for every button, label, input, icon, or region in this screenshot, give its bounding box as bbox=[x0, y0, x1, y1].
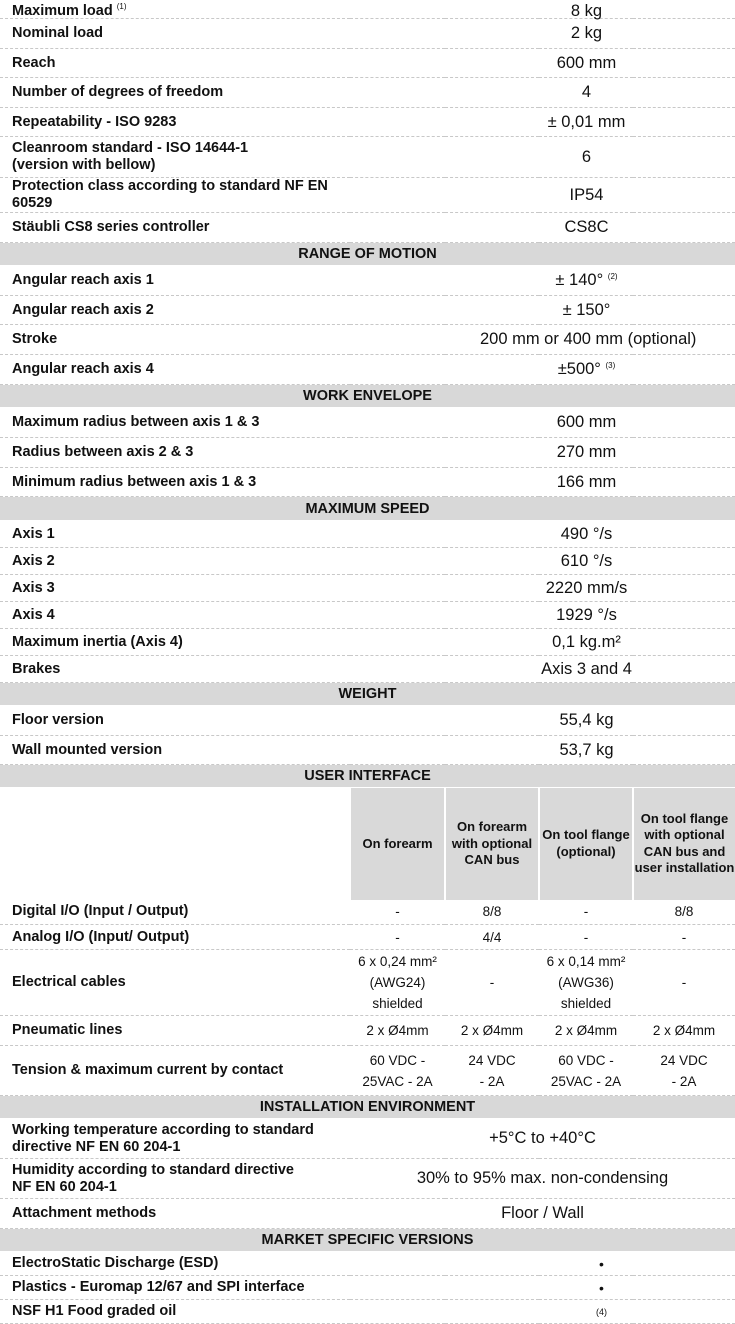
spec-value: 4 bbox=[350, 78, 735, 108]
ui-cell: - bbox=[539, 900, 633, 925]
spec-value: 53,7 kg bbox=[350, 736, 735, 765]
spec-value: 600 mm bbox=[350, 408, 735, 438]
spec-label: Angular reach axis 2 bbox=[0, 296, 350, 325]
spec-value: 0,1 kg.m² bbox=[350, 629, 735, 656]
ui-cell: - bbox=[633, 950, 735, 1016]
spec-row-wall-version bbox=[0, 736, 735, 765]
spec-row-nsf-h1 bbox=[0, 1300, 735, 1324]
spec-row-angular-reach-axis-4 bbox=[0, 355, 735, 385]
spec-label: Reach bbox=[0, 49, 350, 78]
spec-value: ± 0,01 mm bbox=[350, 108, 735, 137]
spec-value: 6 bbox=[350, 137, 735, 178]
spec-value: +5°C to +40°C bbox=[350, 1119, 735, 1159]
spec-label: Repeatability - ISO 9283 bbox=[0, 108, 350, 137]
spec-row-reach bbox=[0, 49, 735, 78]
spec-label: Digital I/O (Input / Output) bbox=[0, 900, 350, 925]
spec-label: Nominal load bbox=[0, 19, 350, 49]
ui-cell: 2 x Ø4mm bbox=[539, 1016, 633, 1046]
ui-cell: 8/8 bbox=[445, 900, 539, 925]
spec-label: Stroke bbox=[0, 325, 350, 355]
spec-row-esd bbox=[0, 1252, 735, 1276]
section-header-range-of-motion bbox=[0, 243, 735, 266]
spec-row-repeatability bbox=[0, 108, 735, 137]
section-title: WORK ENVELOPE bbox=[0, 385, 735, 408]
section-header-market bbox=[0, 1229, 735, 1252]
spec-row-max-radius bbox=[0, 408, 735, 438]
ui-cell-line: 25VAC - 2A bbox=[550, 1073, 622, 1089]
spec-label: Angular reach axis 4 bbox=[0, 355, 350, 385]
ui-cell: 2 x Ø4mm bbox=[350, 1016, 445, 1046]
spec-value: 166 mm bbox=[350, 468, 735, 497]
spec-row-max-inertia bbox=[0, 629, 735, 656]
ui-cell-line: - 2A bbox=[479, 1073, 505, 1089]
spec-value: 2 kg bbox=[350, 19, 735, 49]
spec-label: Stäubli CS8 series controller bbox=[0, 213, 350, 243]
ui-cell-line: - 2A bbox=[671, 1073, 697, 1089]
ui-cell: - bbox=[350, 900, 445, 925]
ui-row-electrical-cables bbox=[0, 950, 735, 1016]
spec-value: ± 140° bbox=[555, 271, 604, 289]
ui-row-analog-io bbox=[0, 925, 735, 950]
ui-cell-line: 25VAC - 2A bbox=[362, 1073, 433, 1089]
ui-cell: 8/8 bbox=[633, 900, 735, 925]
spec-row-maximum-load bbox=[0, 0, 735, 19]
spec-row-angular-reach-axis-1 bbox=[0, 266, 735, 296]
spec-label: Maximum radius between axis 1 & 3 bbox=[0, 408, 350, 438]
spec-value: 610 °/s bbox=[350, 548, 735, 575]
spec-value: Floor / Wall bbox=[350, 1199, 735, 1229]
spec-label: Analog I/O (Input/ Output) bbox=[0, 925, 350, 950]
bullet-mark: • bbox=[350, 1276, 735, 1300]
ui-cell-line: 60 VDC - bbox=[558, 1052, 614, 1068]
spec-label: Axis 1 bbox=[0, 521, 350, 548]
spec-label: Brakes bbox=[0, 656, 350, 683]
spec-value: 200 mm or 400 mm (optional) bbox=[350, 325, 735, 355]
spec-label: Humidity according to standard directive bbox=[12, 1161, 294, 1178]
section-header-work-envelope bbox=[0, 385, 735, 408]
spec-label: NSF H1 Food graded oil bbox=[0, 1300, 350, 1324]
spec-label-line2: directive NF EN 60 204-1 bbox=[12, 1138, 181, 1155]
spec-value: 8 kg bbox=[350, 0, 735, 19]
footnote-mark: (3) bbox=[605, 361, 616, 370]
spec-row-stroke bbox=[0, 325, 735, 355]
spec-row-cleanroom bbox=[0, 137, 735, 178]
spec-label: Cleanroom standard - ISO 14644-1 bbox=[12, 140, 249, 156]
spec-row-speed-axis-2 bbox=[0, 548, 735, 575]
spec-row-controller bbox=[0, 213, 735, 243]
spec-value: 1929 °/s bbox=[350, 602, 735, 629]
spec-label: Electrical cables bbox=[0, 950, 350, 1016]
spec-value: Axis 3 and 4 bbox=[350, 656, 735, 683]
section-title: RANGE OF MOTION bbox=[0, 243, 735, 266]
spec-row-degrees-of-freedom bbox=[0, 78, 735, 108]
spec-label: Tension & maximum current by contact bbox=[0, 1046, 350, 1096]
ui-cell-line: 60 VDC - bbox=[369, 1052, 426, 1068]
section-title: MAXIMUM SPEED bbox=[0, 497, 735, 521]
ui-cell-line: 24 VDC bbox=[468, 1052, 516, 1068]
ui-cell: 4/4 bbox=[445, 925, 539, 950]
spec-value: 55,4 kg bbox=[350, 706, 735, 736]
ui-cell: - bbox=[445, 950, 539, 1016]
footnote-mark: (2) bbox=[607, 272, 618, 281]
spec-label: Axis 3 bbox=[0, 575, 350, 602]
ui-header-tool-flange-can-user: On tool flange with optional CAN bus and user installation bbox=[633, 788, 735, 900]
spec-value: ±500° bbox=[557, 360, 601, 378]
spec-value: ± 150° bbox=[350, 296, 735, 325]
spec-label: Pneumatic lines bbox=[0, 1016, 350, 1046]
spec-value: 270 mm bbox=[350, 438, 735, 468]
ui-column-headers bbox=[0, 788, 735, 900]
spec-label: Minimum radius between axis 1 & 3 bbox=[0, 468, 350, 497]
ui-row-digital-io bbox=[0, 900, 735, 925]
spec-label: Maximum load bbox=[12, 3, 113, 19]
spec-row-protection-class bbox=[0, 178, 735, 213]
spec-value: IP54 bbox=[350, 178, 735, 213]
bullet-mark: • bbox=[350, 1252, 735, 1276]
spec-row-attachment-methods bbox=[0, 1199, 735, 1229]
spec-value: 600 mm bbox=[350, 49, 735, 78]
spec-value: 30% to 95% max. non-condensing bbox=[350, 1159, 735, 1199]
spec-label: Floor version bbox=[0, 706, 350, 736]
spec-row-plastics bbox=[0, 1276, 735, 1300]
ui-cell: - bbox=[539, 925, 633, 950]
spec-row-min-radius bbox=[0, 468, 735, 497]
spec-row-nominal-load bbox=[0, 19, 735, 49]
section-header-installation bbox=[0, 1096, 735, 1119]
spec-row-speed-axis-4 bbox=[0, 602, 735, 629]
spec-value: CS8C bbox=[350, 213, 735, 243]
ui-header-forearm-can: On forearm with optional CAN bus bbox=[445, 788, 539, 900]
ui-cell-line: 6 x 0,14 mm² bbox=[546, 954, 626, 969]
spec-label: Wall mounted version bbox=[0, 736, 350, 765]
ui-cell: - bbox=[350, 925, 445, 950]
spec-value: 2220 mm/s bbox=[350, 575, 735, 602]
ui-row-pneumatic-lines bbox=[0, 1016, 735, 1046]
spec-label: Axis 2 bbox=[0, 548, 350, 575]
spec-row-humidity bbox=[0, 1159, 735, 1199]
spec-value: 490 °/s bbox=[350, 521, 735, 548]
section-title: MARKET SPECIFIC VERSIONS bbox=[0, 1229, 735, 1252]
spec-label: Axis 4 bbox=[0, 602, 350, 629]
spec-label: Number of degrees of freedom bbox=[0, 78, 350, 108]
spec-row-speed-axis-3 bbox=[0, 575, 735, 602]
ui-cell-line: 24 VDC bbox=[660, 1052, 708, 1068]
spec-row-speed-axis-1 bbox=[0, 521, 735, 548]
spec-row-brakes bbox=[0, 656, 735, 683]
ui-cell: - bbox=[633, 925, 735, 950]
spec-label: Protection class according to standard NF EN 60529 bbox=[0, 178, 350, 213]
ui-cell-line: (AWG36) bbox=[558, 975, 614, 990]
section-title: USER INTERFACE bbox=[0, 765, 735, 788]
spec-row-angular-reach-axis-2 bbox=[0, 296, 735, 325]
ui-header-on-forearm: On forearm bbox=[350, 788, 445, 900]
section-header-weight bbox=[0, 683, 735, 706]
ui-cell: 2 x Ø4mm bbox=[633, 1016, 735, 1046]
spec-label: ElectroStatic Discharge (ESD) bbox=[0, 1252, 350, 1276]
spec-label-line2: NF EN 60 204-1 bbox=[12, 1178, 117, 1195]
section-title: WEIGHT bbox=[0, 683, 735, 706]
spec-row-radius-axis-2-3 bbox=[0, 438, 735, 468]
section-title: INSTALLATION ENVIRONMENT bbox=[0, 1096, 735, 1119]
spec-row-working-temperature bbox=[0, 1119, 735, 1159]
footnote-mark: (1) bbox=[116, 2, 127, 11]
spec-label: Maximum inertia (Axis 4) bbox=[0, 629, 350, 656]
ui-cell-line: shielded bbox=[372, 996, 423, 1011]
section-header-maximum-speed bbox=[0, 497, 735, 521]
spec-label: Attachment methods bbox=[0, 1199, 350, 1229]
ui-cell-line: (AWG24) bbox=[369, 975, 426, 990]
spec-label: Radius between axis 2 & 3 bbox=[0, 438, 350, 468]
spec-label: Plastics - Euromap 12/67 and SPI interface bbox=[0, 1276, 350, 1300]
footnote-mark: (4) bbox=[350, 1300, 735, 1324]
ui-cell-line: shielded bbox=[560, 996, 612, 1011]
spec-row-floor-version bbox=[0, 706, 735, 736]
ui-cell-line: 6 x 0,24 mm² bbox=[358, 954, 437, 969]
ui-row-tension bbox=[0, 1046, 735, 1096]
section-header-user-interface bbox=[0, 765, 735, 788]
spec-label: Angular reach axis 1 bbox=[0, 266, 350, 296]
spec-label-line2: (version with bellow) bbox=[12, 157, 156, 173]
ui-cell: 2 x Ø4mm bbox=[445, 1016, 539, 1046]
ui-header-tool-flange: On tool flange (optional) bbox=[539, 788, 633, 900]
spec-label: Working temperature according to standard bbox=[12, 1121, 314, 1138]
